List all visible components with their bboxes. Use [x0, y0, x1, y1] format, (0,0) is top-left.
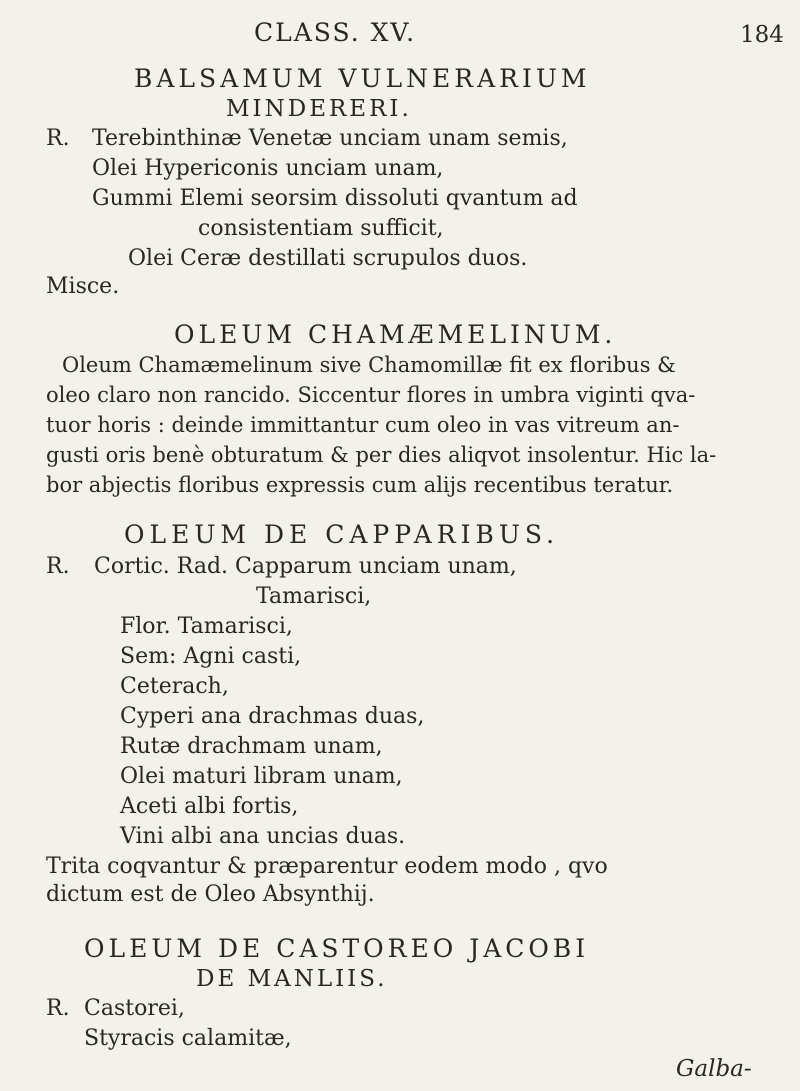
section-title-balsamum: BALSAMUM VULNERARIUM [134, 64, 591, 93]
instruction-line: dictum est de Oleo Absynthij. [46, 882, 375, 907]
ingredient-line: Olei Hypericonis unciam unam, [92, 156, 444, 181]
ingredient-line: Cortic. Rad. Capparum unciam unam, [94, 554, 517, 579]
paragraph-line: tuor horis : deinde immittantur cum oleo in vas vitreum an- [46, 413, 680, 437]
catchword: Galba- [676, 1056, 752, 1082]
ingredient-line: Olei Ceræ destillati scrupulos duos. [128, 246, 528, 271]
instruction-line: Trita coqvantur & præparentur eodem modo , qvo [46, 854, 608, 879]
paragraph-line: gusti oris benè obturatum & per dies aliqvot insolentur. Hic la- [46, 443, 717, 467]
recipe-prefix: R. [46, 996, 70, 1021]
paragraph-line: bor abjectis floribus expressis cum alijs recentibus teratur. [46, 473, 674, 497]
recipe-prefix: R. [46, 126, 70, 151]
section-title-oleum-de-castoreo: OLEUM DE CASTOREO JACOBI [84, 934, 590, 963]
section-title-oleum-de-capparibus: OLEUM DE CAPPARIBUS. [124, 520, 560, 549]
ingredient-line: Vini albi ana uncias duas. [120, 824, 406, 849]
ingredient-line: Styracis calamitæ, [84, 1026, 292, 1051]
ingredient-line: Flor. Tamarisci, [120, 614, 293, 639]
ingredient-line: Aceti albi fortis, [120, 794, 299, 819]
ingredient-line: Ceterach, [120, 674, 229, 699]
section-subtitle-mindereri: MINDERERI. [226, 96, 412, 122]
running-header-class: CLASS. XV. [254, 18, 417, 47]
ingredient-line: Terebinthinæ Venetæ unciam unam semis, [92, 126, 568, 151]
ingredient-line: Tamarisci, [256, 584, 372, 609]
ingredient-line: Cyperi ana drachmas duas, [120, 704, 425, 729]
ingredient-line: Sem: Agni casti, [120, 644, 302, 669]
paragraph-line: Oleum Chamæmelinum sive Chamomillæ fit ex floribus & [62, 353, 676, 377]
ingredient-line: Rutæ drachmam unam, [120, 734, 383, 759]
instruction-line: Misce. [46, 274, 120, 299]
ingredient-line: consistentiam sufficit, [198, 216, 444, 241]
paragraph-line: oleo claro non rancido. Siccentur flores in umbra viginti qva- [46, 383, 696, 407]
section-subtitle-de-manliis: DE MANLIIS. [196, 966, 388, 992]
recipe-prefix: R. [46, 554, 70, 579]
ingredient-line: Castorei, [84, 996, 185, 1021]
ingredient-line: Gummi Elemi seorsim dissoluti qvantum ad [92, 186, 578, 211]
page-number: 184 [740, 22, 784, 48]
section-title-oleum-chamaemelinum: OLEUM CHAMÆMELINUM. [174, 320, 617, 349]
ingredient-line: Olei maturi libram unam, [120, 764, 403, 789]
